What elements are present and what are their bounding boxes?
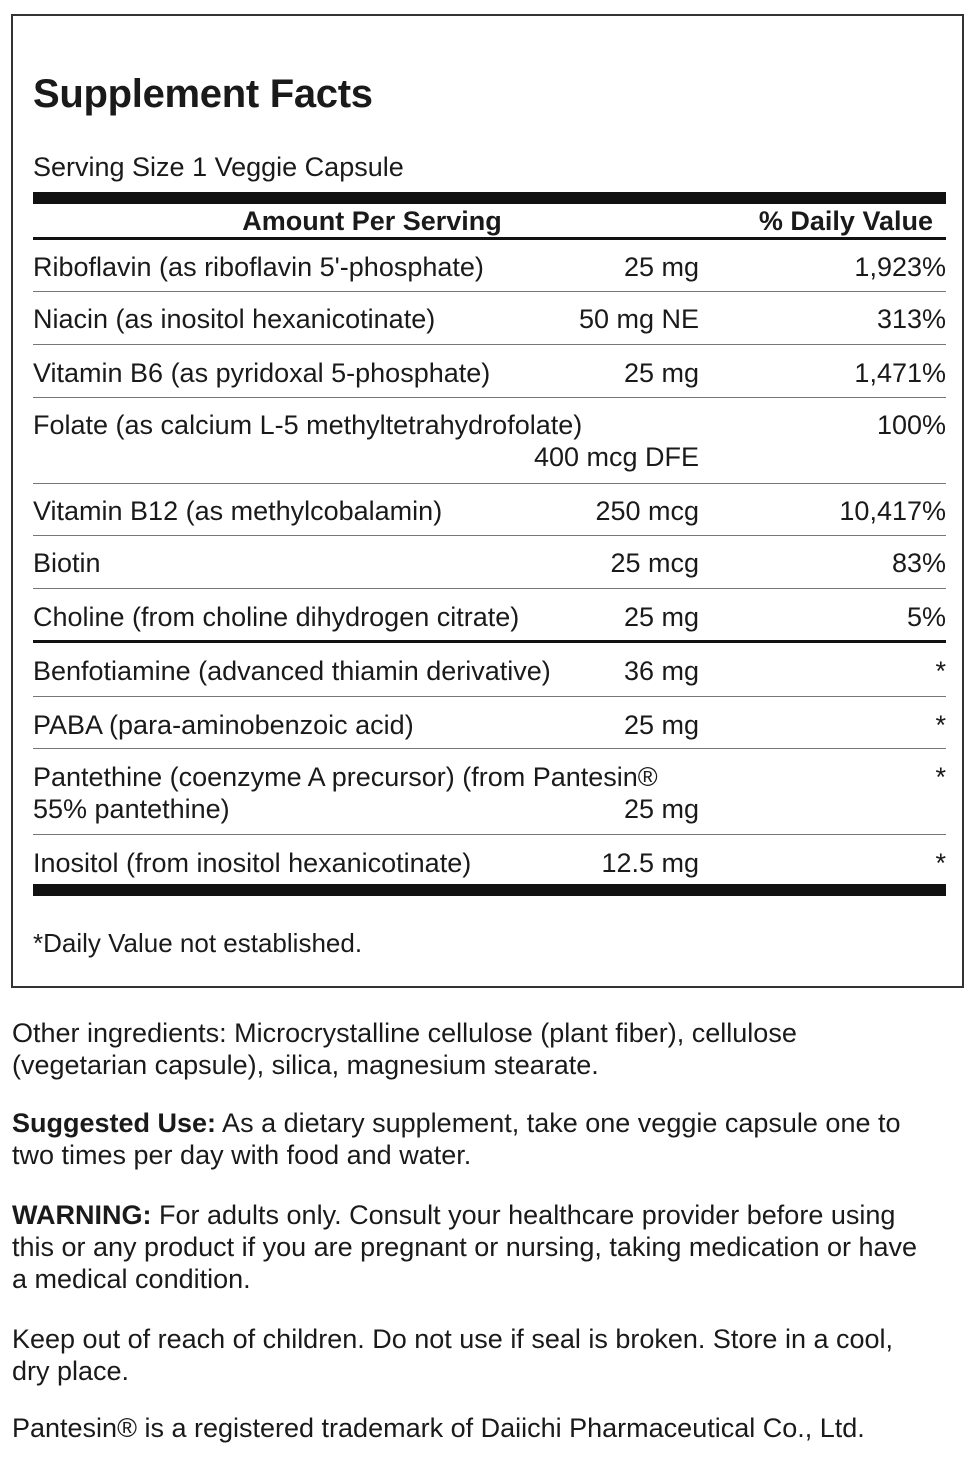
other-ingredients-line1: Other ingredients: Microcrystalline cellulose (plant fiber), cellulose xyxy=(12,1018,797,1048)
nutrient-dv: 313% xyxy=(876,304,946,334)
nutrient-dv: * xyxy=(935,848,946,878)
nutrient-amount: 50 mg NE xyxy=(578,304,699,334)
nutrient-name: Inositol (from inositol hexanicotinate) xyxy=(33,848,472,878)
row-divider xyxy=(33,483,946,484)
suggested-use-line2: two times per day with food and water. xyxy=(12,1140,472,1170)
nutrient-name: Folate (as calcium L-5 methyltetrahydrofolate) xyxy=(33,410,583,440)
header-daily-value: % Daily Value xyxy=(758,206,933,236)
nutrient-dv: 5% xyxy=(906,602,946,632)
warning-line2: this or any product if you are pregnant or nursing, taking medication or have xyxy=(12,1232,918,1262)
warning-text1: For adults only. Consult your healthcare provider before using xyxy=(151,1200,896,1230)
row-divider xyxy=(33,748,946,749)
nutrient-name: Biotin xyxy=(33,548,101,578)
nutrient-name: Choline (from choline dihydrogen citrate) xyxy=(33,602,520,632)
nutrient-dv: * xyxy=(935,656,946,686)
warning xyxy=(12,1199,962,1295)
serving-size: Serving Size 1 Veggie Capsule xyxy=(33,152,404,182)
nutrient-name: Benfotiamine (advanced thiamin derivative) xyxy=(33,656,551,686)
row-divider xyxy=(33,397,946,398)
nutrient-amount: 25 mg xyxy=(623,358,699,388)
storage-instructions xyxy=(12,1323,962,1387)
header-amount-per-serving: Amount Per Serving xyxy=(242,206,502,236)
nutrient-dv: 83% xyxy=(891,548,946,578)
nutrient-name: Niacin (as inositol hexanicotinate) xyxy=(33,304,436,334)
nutrient-name: PABA (para-aminobenzoic acid) xyxy=(33,710,414,740)
section-divider xyxy=(33,640,946,643)
suggested-use-text1: As a dietary supplement, take one veggie capsule one to xyxy=(216,1108,901,1138)
nutrient-amount: 36 mg xyxy=(623,656,699,686)
header-divider xyxy=(33,237,946,240)
daily-value-footnote: *Daily Value not established. xyxy=(33,928,363,958)
top-thick-divider xyxy=(33,192,946,204)
suggested-use xyxy=(12,1107,962,1171)
row-divider xyxy=(33,291,946,292)
nutrient-amount: 25 mg xyxy=(623,710,699,740)
nutrient-amount: 400 mcg DFE xyxy=(533,442,699,472)
nutrient-amount: 25 mg xyxy=(623,794,699,824)
nutrient-name: Vitamin B6 (as pyridoxal 5-phosphate) xyxy=(33,358,491,388)
nutrient-amount: 25 mg xyxy=(623,252,699,282)
row-divider xyxy=(33,834,946,835)
nutrient-dv: * xyxy=(935,762,946,792)
row-divider xyxy=(33,344,946,345)
other-ingredients xyxy=(12,1017,962,1081)
nutrient-name: Vitamin B12 (as methylcobalamin) xyxy=(33,496,443,526)
nutrient-dv: * xyxy=(935,710,946,740)
row-divider xyxy=(33,535,946,536)
warning-label: WARNING: xyxy=(12,1200,152,1230)
suggested-use-label: Suggested Use: xyxy=(12,1108,217,1138)
nutrient-name-line2: 55% pantethine) xyxy=(33,794,230,824)
storage-line1: Keep out of reach of children. Do not use if seal is broken. Store in a cool, xyxy=(12,1324,894,1354)
nutrient-name: Riboflavin (as riboflavin 5'-phosphate) xyxy=(33,252,484,282)
warning-line1 xyxy=(12,1199,962,1231)
suggested-use-line1 xyxy=(12,1107,962,1139)
nutrient-amount: 25 mg xyxy=(623,602,699,632)
nutrient-amount: 12.5 mg xyxy=(601,848,699,878)
warning-line3: a medical condition. xyxy=(12,1264,251,1294)
nutrient-dv: 10,417% xyxy=(839,496,946,526)
nutrient-amount: 25 mcg xyxy=(610,548,699,578)
other-ingredients-line2: (vegetarian capsule), silica, magnesium stearate. xyxy=(12,1050,599,1080)
nutrient-name: Pantethine (coenzyme A precursor) (from Pantesin® xyxy=(33,762,658,792)
row-divider xyxy=(33,696,946,697)
nutrient-dv: 100% xyxy=(876,410,946,440)
facts-title: Supplement Facts xyxy=(33,72,373,116)
nutrient-amount: 250 mcg xyxy=(595,496,699,526)
bottom-thick-divider xyxy=(33,884,946,896)
nutrient-dv: 1,471% xyxy=(854,358,946,388)
supplement-facts-panel xyxy=(11,14,964,988)
row-divider xyxy=(33,588,946,589)
trademark-notice: Pantesin® is a registered trademark of Daiichi Pharmaceutical Co., Ltd. xyxy=(12,1413,865,1443)
nutrient-dv: 1,923% xyxy=(854,252,946,282)
storage-line2: dry place. xyxy=(12,1356,130,1386)
